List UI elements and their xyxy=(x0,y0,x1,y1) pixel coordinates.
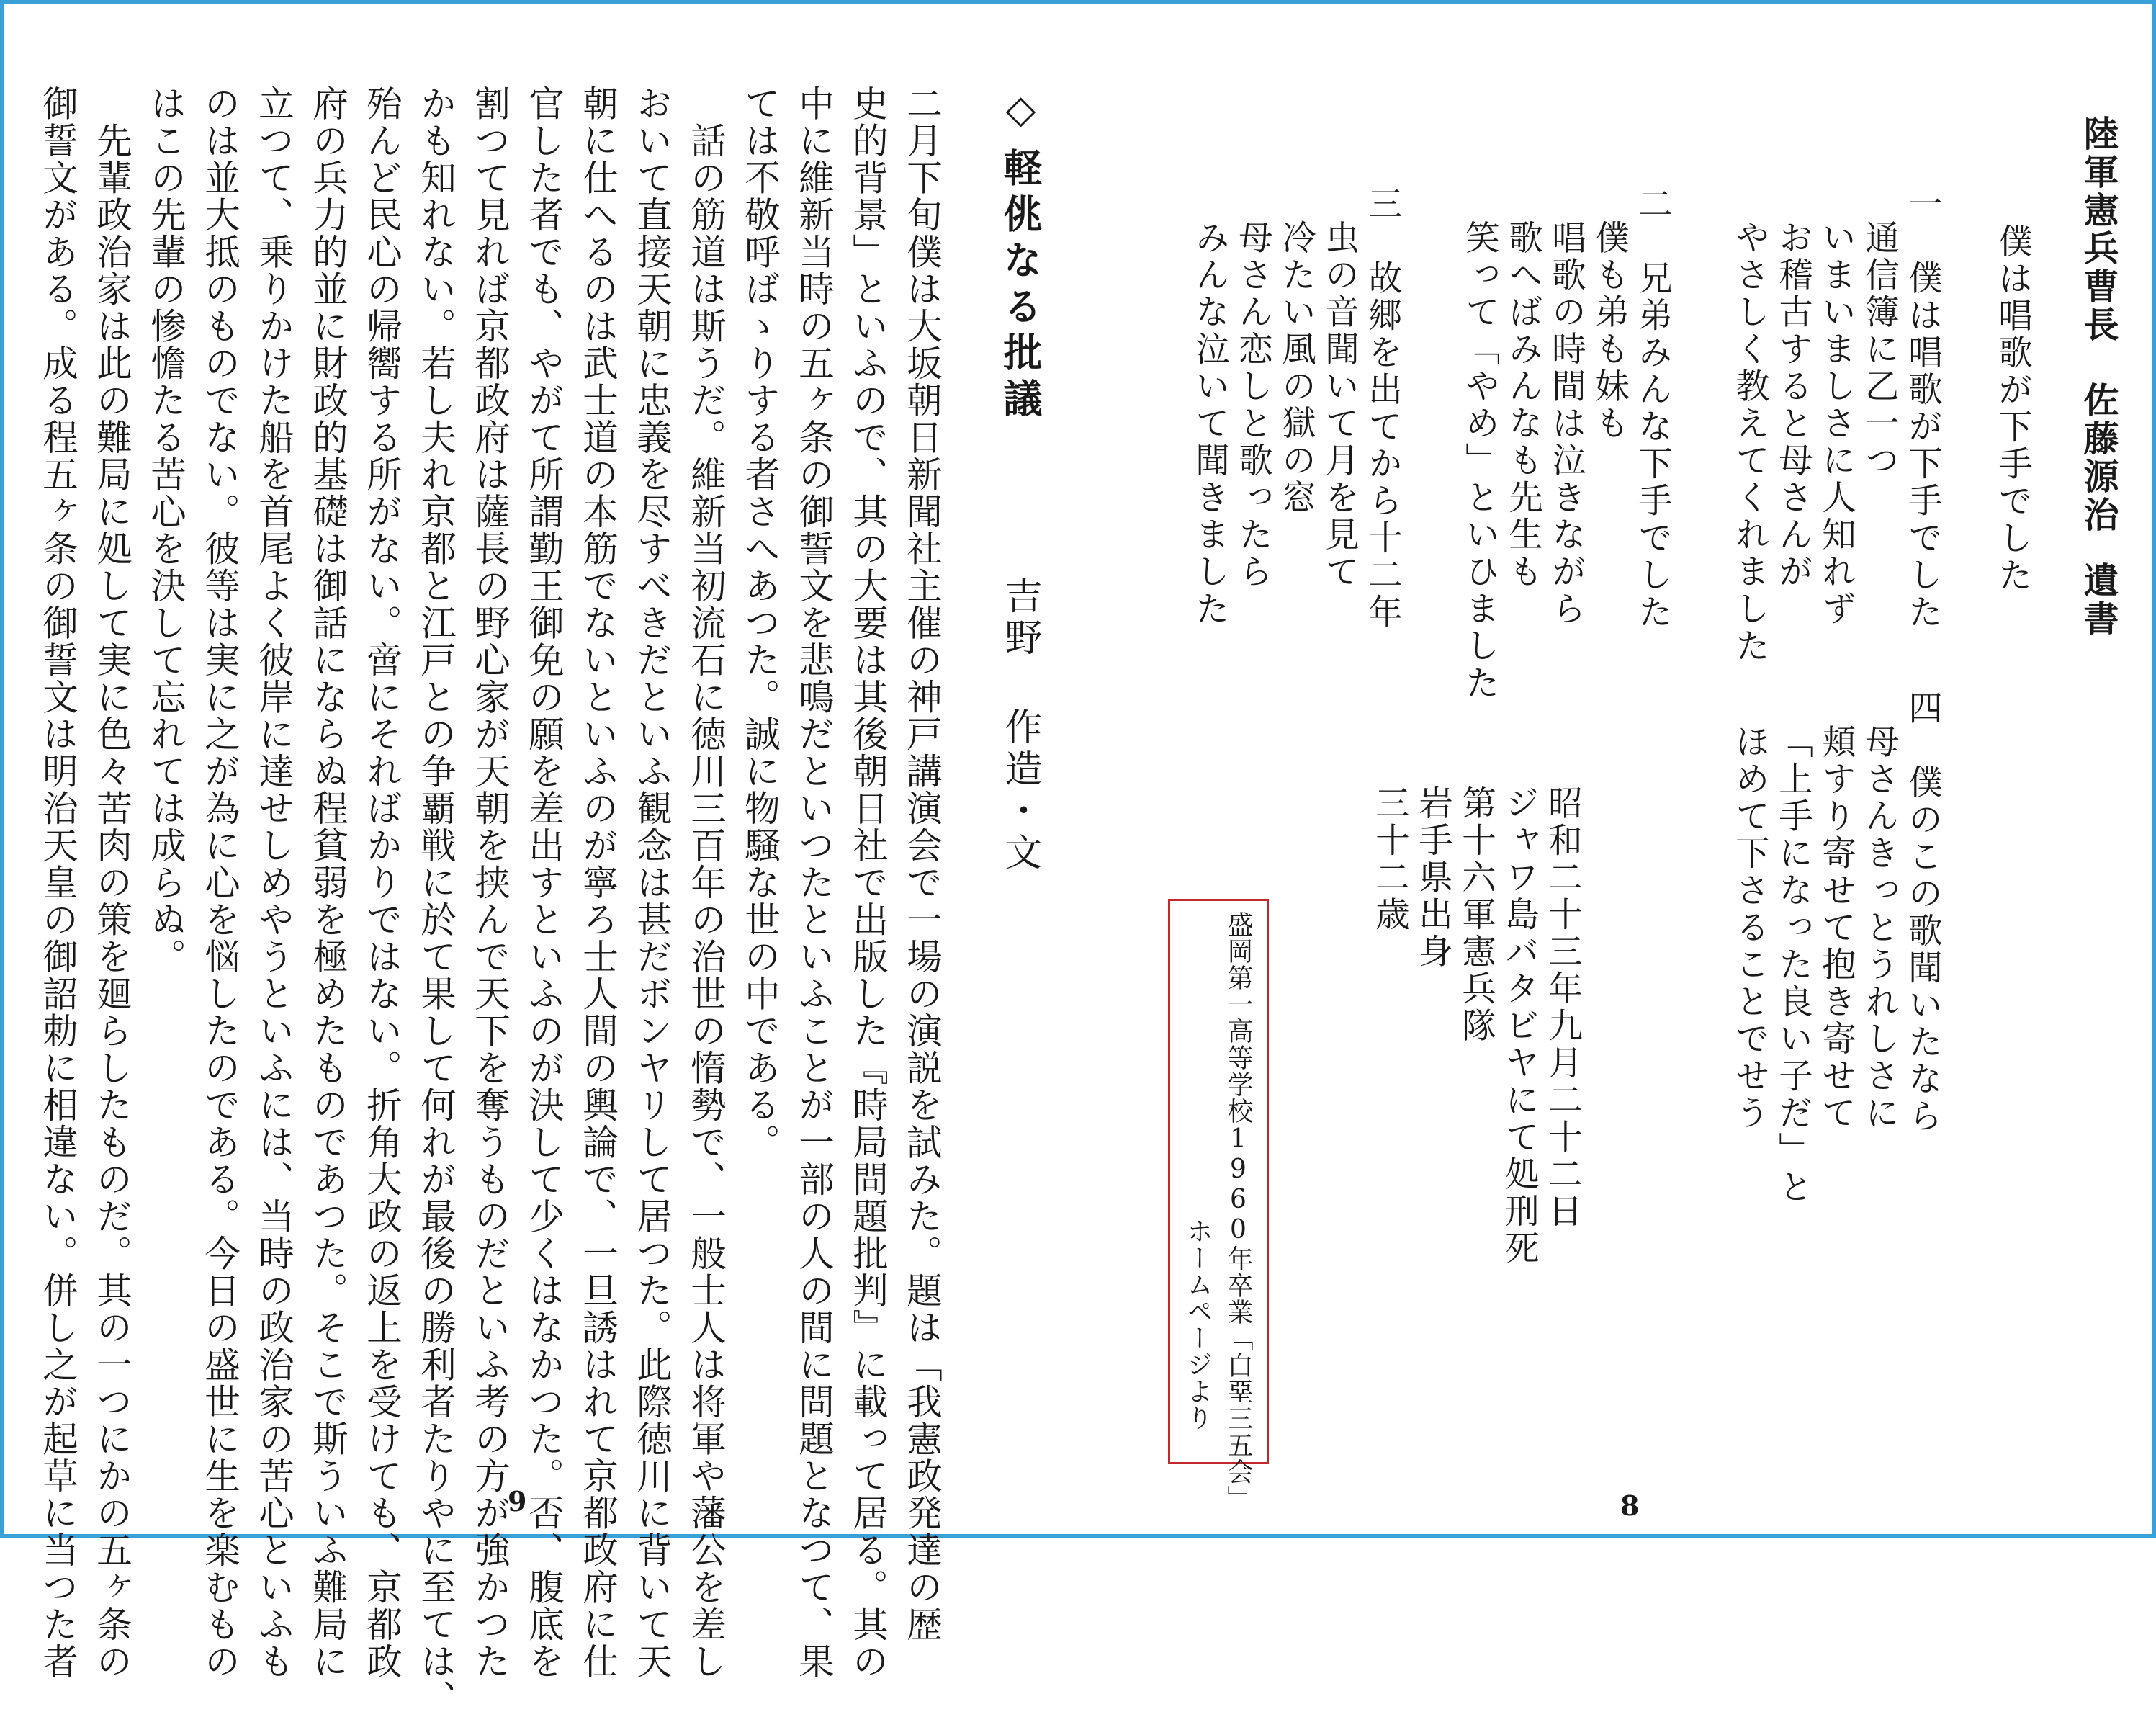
info-unit: 第十六軍憲兵隊 xyxy=(1455,785,1496,1045)
essay-line: 官した者でも、やがて所謂勤王御免の願を差出すといふのが決して少くはなかつた。否、腹底を xyxy=(523,85,565,1680)
header-doc: 遺書 xyxy=(2078,562,2120,638)
page-number: 8 xyxy=(1620,1489,1640,1522)
source-note-line: 盛岡第一高等学校1960年卒業「白堊三五会」 xyxy=(1223,911,1253,1512)
essay-line: 朝に仕へるのは武士道の本筋でないといふのが寧ろ士人間の輿論で、一旦誘はれて京都政府に仕 xyxy=(577,85,619,1680)
verse-line: やさしく教えてくれました xyxy=(1729,220,1769,665)
verse-line: 四 僕のこの歌聞いたなら xyxy=(1902,690,1942,1135)
essay-line: 割つて見れば京都政府は薩長の野心家が天朝を挟んで天下を奪うものだといふ考の方が強かつた xyxy=(469,85,511,1680)
poem-title: 僕は唱歌が下手でした xyxy=(1992,223,2032,594)
header-rank: 陸軍憲兵曹長 xyxy=(2078,115,2120,344)
verse-line: 頬すり寄せて抱き寄せて xyxy=(1815,724,1856,1132)
info-origin: 岩手県出身 xyxy=(1412,785,1452,971)
verse-line: 通信簿に乙一つ xyxy=(1859,220,1899,480)
heading-mark: ◇ xyxy=(998,86,1043,133)
essay-title: 軽佻なる批議 xyxy=(997,148,1043,424)
info-age: 三十二歳 xyxy=(1369,785,1409,933)
verse-line: 一 僕は唱歌が下手でした xyxy=(1902,186,1942,631)
info-date: 昭和二十三年九月二十二日 xyxy=(1542,785,1582,1230)
info-place: ジャワ島バタビヤにて処刑死 xyxy=(1499,785,1539,1268)
essay-line: 話の筋道は斯うだ。維新当初流石に徳川三百年の治世の惰勢で、一般士人は将軍や藩公を差し xyxy=(685,85,727,1680)
verse-line: 僕も弟も妹も xyxy=(1589,220,1629,442)
essay-line: はこの先輩の惨憺たる苦心を決して忘れては成らぬ。 xyxy=(145,85,187,975)
essay-line: 御誓文がある。成る程五ヶ条の御誓文は明治天皇の御詔勅に相違ない。併し之が起草に当つた者 xyxy=(37,85,79,1680)
verse-line: お稽古すると母さんが xyxy=(1772,220,1813,591)
verse-line: 笑って「やめ」といひました xyxy=(1459,220,1499,702)
page-number: 9 xyxy=(508,1485,527,1517)
verse-line: 「上手になった良い子だ」と xyxy=(1772,724,1813,1206)
essay-line: ては不敬呼ばゝりする者さへあつた。誠に物騒な世の中である。 xyxy=(739,85,781,1161)
verse-line: 虫の音聞いて月を見て xyxy=(1319,220,1359,591)
essay-line: 中に維新当時の五ヶ条の御誓文を悲鳴だといつたといふことが一部の人の間に問題となつて、果 xyxy=(793,85,835,1680)
verse-line: 三 故郷を出てから十二年 xyxy=(1362,186,1402,631)
essay-author: 吉野 作造・文 xyxy=(998,576,1041,874)
essay-line: 先輩政治家は此の難局に処して実に色々苦肉の策を廻らしたものだ。其の一つにかの五ヶ条の xyxy=(91,85,133,1680)
essay-line: 二月下旬僕は大坂朝日新聞社主催の神戸講演会で一場の演説を試みた。題は「我憲政発達の歴 xyxy=(901,85,943,1643)
verse-line: いまいましさに人知れず xyxy=(1815,220,1856,628)
essay-line: のは並大抵のものでない。彼等は実に之が為に心を悩したのである。今日の盛世に生を楽むもの xyxy=(199,85,241,1680)
verse-line: 冷たい風の獄の窓 xyxy=(1275,220,1316,516)
verse-line: 母さん恋しと歌ったら xyxy=(1232,220,1272,591)
header-name: 佐藤源治 xyxy=(2078,382,2120,534)
essay-line: 殆んど民心の帰嚮する所がない。啻にそればかりではない。折角大政の返上を受けても、京都政 xyxy=(361,85,403,1680)
essay-line: 立つて、乗りかけた船を首尾よく彼岸に達せしめやうといふには、当時の政治家の苦心といふも xyxy=(253,85,295,1680)
verse-line: みんな泣いて聞きました xyxy=(1189,220,1229,628)
essay-line: かも知れない。若し夫れ京都と江戸との争覇戦に於て果して何れが最後の勝利者たりやに至ては、 xyxy=(415,85,457,1717)
essay-line: おいて直接天朝に忠義を尽すべきだといふ観念は甚だボンヤリして居つた。此際徳川に背いて天 xyxy=(631,85,673,1680)
source-note-box xyxy=(1168,899,1269,1512)
verse-line: ほめて下さることでせう xyxy=(1729,724,1769,1132)
verse-line: 唱歌の時間は泣きながら xyxy=(1545,220,1586,628)
verse-line: 二 兄弟みんな下手でした xyxy=(1632,186,1672,631)
essay-line: 史的背景」といふので、其の大要は其後朝日社で出版した『時局問題批判』に載って居る。其の xyxy=(847,85,889,1680)
source-note-line: ホームページより xyxy=(1183,1218,1213,1431)
verse-line: 母さんきっとうれしさに xyxy=(1859,724,1899,1132)
verse-line: 歌へばみんなも先生も xyxy=(1502,220,1542,591)
essay-line: 府の兵力的並に財政的基礎は御話にならぬ程貧弱を極めたものであつた。そこで斯ういふ難局に xyxy=(307,85,349,1680)
